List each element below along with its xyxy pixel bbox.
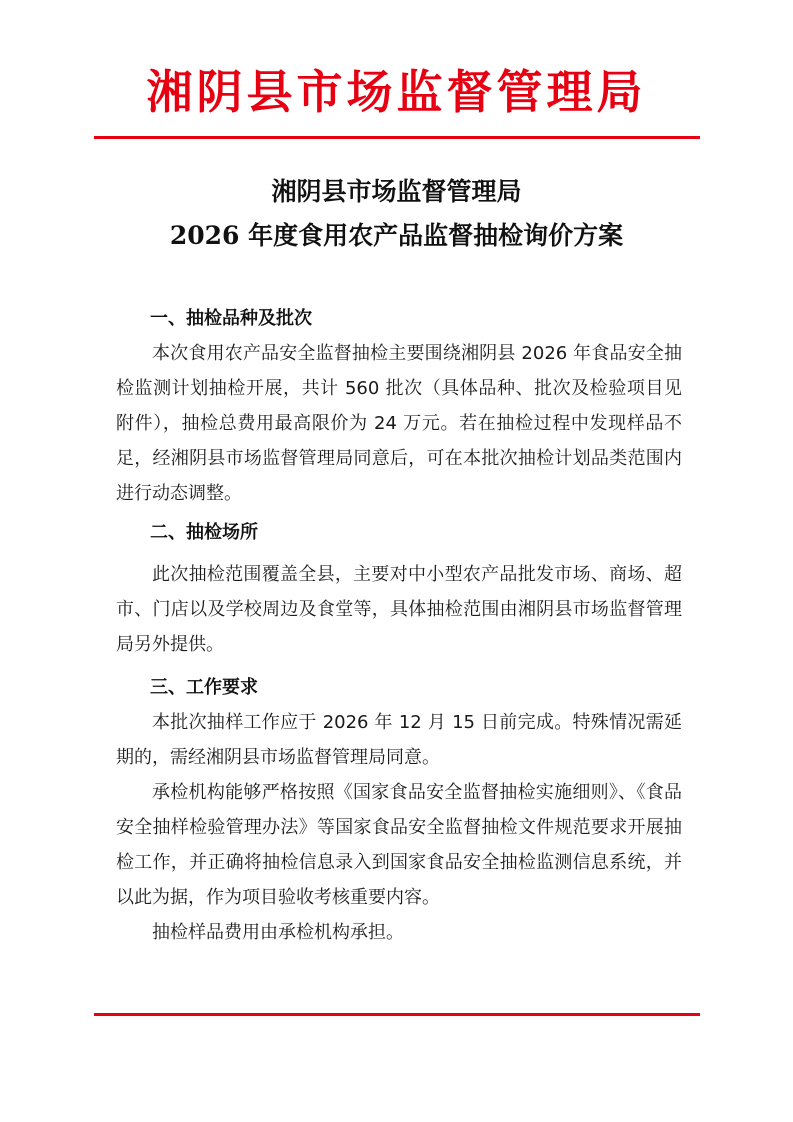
section-body-locations	[116, 557, 682, 662]
paragraph: 承检机构能够严格按照《国家食品安全监督抽检实施细则》、《食品安全抽样检验管理办法》等国家食品安全监督抽检文件规范要求开展抽检工作，并正确将抽检信息录入到国家食品安全抽检监测信息系统，并以此为据，作为项目验收考核重要内容。	[116, 782, 682, 908]
document-title-line-1: 湘阴县市场监督管理局	[271, 177, 522, 206]
letterhead-red-rule	[94, 136, 700, 139]
document-title-line-2: 2026 年度食用农产品监督抽检询价方案	[169, 221, 624, 250]
section-body-varieties	[116, 336, 682, 511]
section-body-requirements	[116, 705, 682, 950]
footer-red-rule	[94, 1013, 700, 1016]
paragraph: 本批次抽样工作应于 2026 年 12 月 15 日前完成。特殊情况需延期的，需经湘阴县市场监督管理局同意。	[116, 712, 682, 768]
paragraph: 抽检样品费用由承检机构承担。	[152, 922, 404, 943]
section-heading-requirements: 三、工作要求	[150, 677, 258, 698]
section-heading-varieties: 一、抽检品种及批次	[150, 308, 312, 329]
paragraph: 此次抽检范围覆盖全县，主要对中小型农产品批发市场、商场、超市、门店以及学校周边及食堂等，具体抽检范围由湘阴县市场监督管理局另外提供。	[116, 564, 682, 655]
paragraph: 本次食用农产品安全监督抽检主要围绕湘阴县 2026 年食品安全抽检监测计划抽检开展，共计 560 批次（具体品种、批次及检验项目见附件），抽检总费用最高限价为 24 万元。若在抽检过程中发现样品不足，经湘阴县市场监督管理局同意后，可在本批次抽检计划品类范围内进行动态调整。	[116, 343, 682, 504]
section-heading-locations: 二、抽检场所	[150, 522, 258, 543]
letterhead-org-name: 湘阴县市场监督管理局	[146, 65, 647, 119]
